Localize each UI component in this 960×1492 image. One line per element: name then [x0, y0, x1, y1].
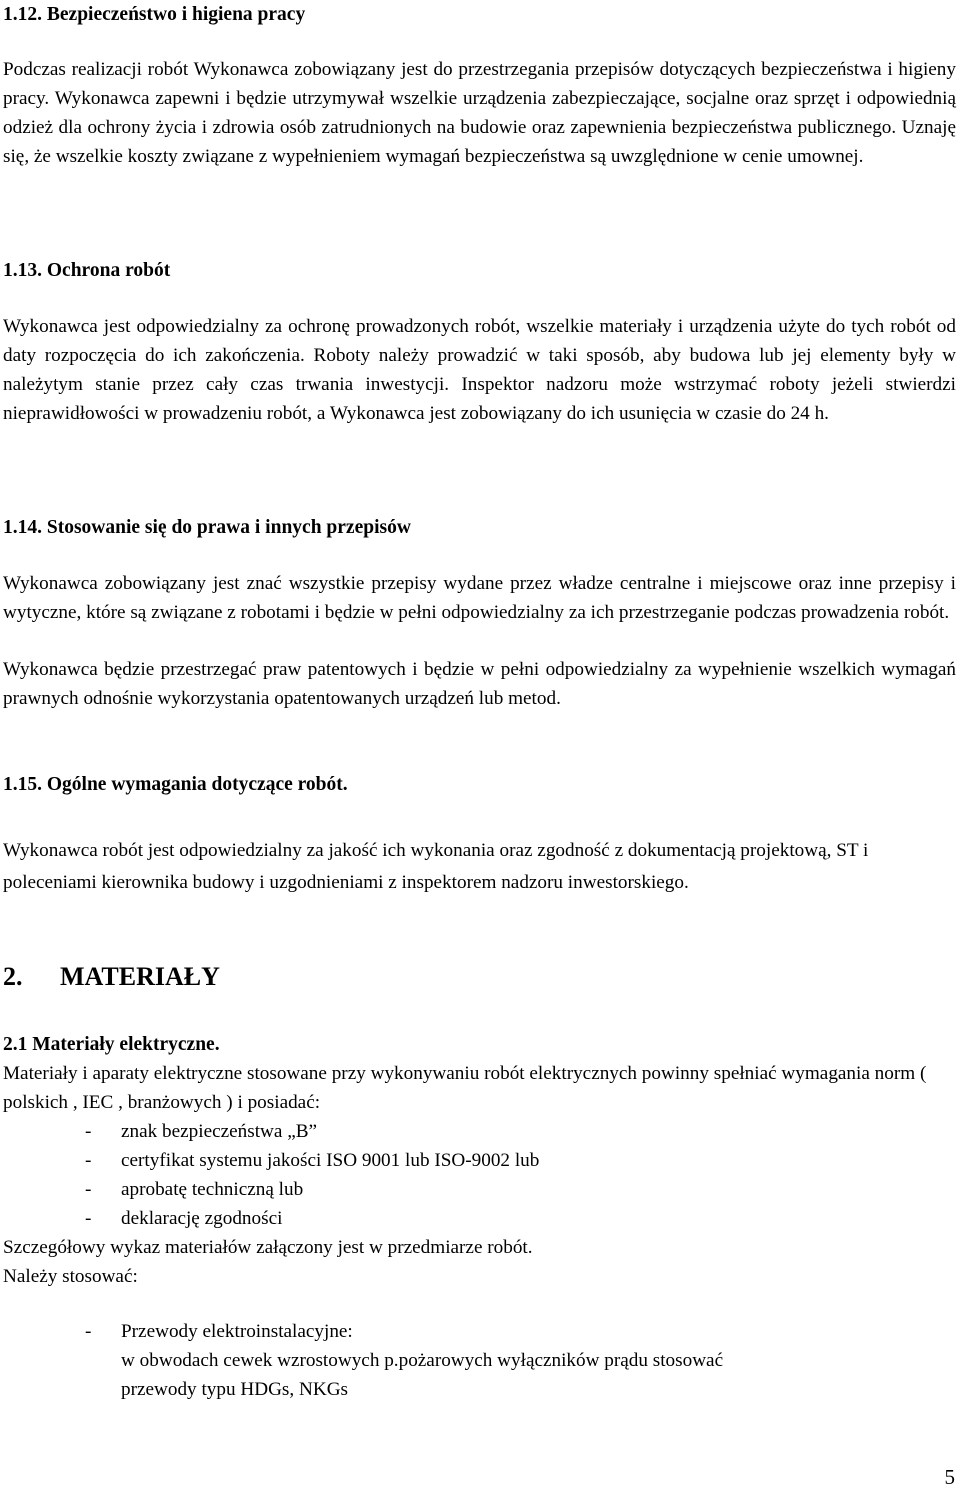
section-1-12-heading: 1.12. Bezpieczeństwo i higiena pracy — [3, 4, 306, 25]
list-item: - deklarację zgodności — [3, 1204, 956, 1233]
section-1-14-paragraph-2: Wykonawca będzie przestrzegać praw patentowych i będzie w pełni odpowiedzialny za wypełnienie wszelkich wymagań prawnych odnośnie wykorzystania opatentowanych urządzeń lub metod. — [3, 659, 956, 709]
section-1-15-paragraph: Wykonawca robót jest odpowiedzialny za jakość ich wykonania oraz zgodność z dokumentacją projektową, ST i poleceniami kierownika budowy i uzgodnieniami z inspektorem nadzoru inwestorskiego. — [3, 840, 869, 893]
list-item: - aprobatę techniczną lub — [3, 1175, 956, 1204]
section-1-12-paragraph: Podczas realizacji robót Wykonawca zobowiązany jest do przestrzegania przepisów dotyczących bezpieczeństwa i higieny pracy. Wykonawca zapewni i będzie utrzymywał wszelkie urządzenia zabezpieczające, socjalne oraz sprzęt i odpowiednią odzież dla ochrony życia i zdrowia osób zatrudnionych na budowie oraz zapewnienia bezpieczeństwa publicznego. Uznaję się, że wszelkie koszty związane z wypełnieniem wymagań bezpieczeństwa są uwzględnione w cenie umownej. — [3, 59, 956, 167]
section-1-14-paragraph-1: Wykonawca zobowiązany jest znać wszystkie przepisy wydane przez władze centralne i miejscowe oraz inne przepisy i wytyczne, które są związane z robotami i będzie w pełni odpowiedzialny za ich przestrzeganie podczas prowadzenia robót. — [3, 573, 956, 623]
page-number: 5 — [944, 1465, 955, 1489]
section-2-number: 2. — [3, 962, 23, 991]
list-item: - certyfikat systemu jakości ISO 9001 lub ISO-9002 lub — [3, 1146, 956, 1175]
section-1-13-heading: 1.13. Ochrona robót — [3, 260, 171, 281]
materials-list-note: Szczegółowy wykaz materiałów załączony jest w przedmiarze robót. — [3, 1237, 533, 1258]
wires-description-line-1: w obwodach cewek wzrostowych p.pożarowych wyłączników prądu stosować — [121, 1350, 724, 1371]
wires-description-line-2: przewody typu HDGs, NKGs — [121, 1379, 349, 1400]
section-2-1-heading: 2.1 Materiały elektryczne. — [3, 1034, 220, 1055]
section-1-14-heading: 1.14. Stosowanie się do prawa i innych przepisów — [3, 517, 411, 538]
section-2-heading — [3, 962, 956, 991]
requirements-list — [3, 1117, 956, 1233]
section-2-title: MATERIAŁY — [60, 962, 220, 991]
apply-label: Należy stosować: — [3, 1266, 138, 1287]
list-item: - znak bezpieczeństwa „B” — [3, 1117, 956, 1146]
section-1-13-paragraph: Wykonawca jest odpowiedzialny za ochronę prowadzonych robót, wszelkie materiały i urządzenia użyte do tych robót od daty rozpoczęcia do ich zakończenia. Roboty należy prowadzić w taki sposób, aby budowa lub jej elementy były w należytym stanie przez cały czas trwania inwestycji. Inspektor nadzoru może wstrzymać roboty jeżeli stwierdzi nieprawidłowości w prowadzeniu robót, a Wykonawca jest zobowiązany do ich usunięcia w czasie do 24 h. — [3, 316, 956, 424]
list-item: - Przewody elektroinstalacyjne: — [3, 1317, 956, 1346]
section-2-1-paragraph: Materiały i aparaty elektryczne stosowane przy wykonywaniu robót elektrycznych powinny spełniać wymagania norm ( polskich , IEC , branżowych ) i posiadać: — [3, 1063, 927, 1113]
section-1-15-heading: 1.15. Ogólne wymagania dotyczące robót. — [3, 774, 348, 795]
wires-list — [3, 1317, 956, 1346]
